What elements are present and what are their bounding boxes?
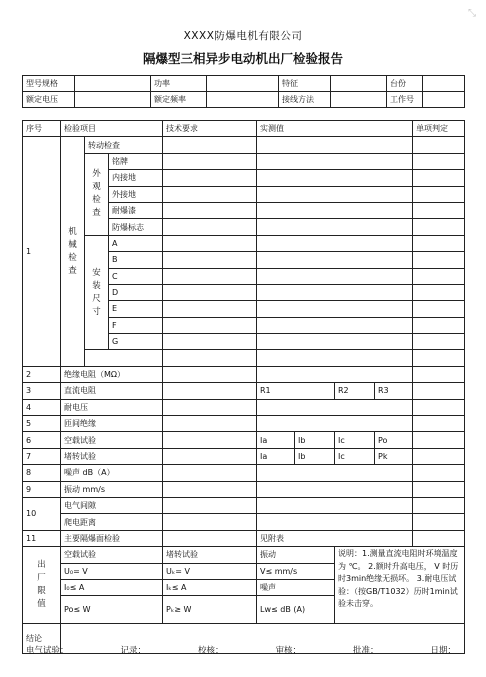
measured-cell[interactable] bbox=[257, 153, 413, 169]
measure-label: Pk bbox=[375, 448, 413, 464]
limit-head: 堵转试验 bbox=[163, 547, 257, 563]
measured-cell[interactable] bbox=[257, 481, 413, 497]
table-row bbox=[23, 399, 465, 415]
measured-cell[interactable] bbox=[257, 514, 413, 530]
requirement-cell[interactable] bbox=[163, 235, 257, 251]
item-label: 绝缘电阻（MΩ） bbox=[61, 366, 163, 382]
sub-item-label: 铭牌 bbox=[109, 153, 163, 169]
requirement-cell[interactable] bbox=[163, 252, 257, 268]
info-label: 特征 bbox=[279, 76, 331, 92]
footer-check: 校核： bbox=[197, 646, 224, 656]
table-row bbox=[23, 530, 465, 546]
info-label: 工作号 bbox=[387, 92, 423, 108]
dim-label: B bbox=[109, 252, 163, 268]
footer-approve: 批准： bbox=[352, 646, 379, 656]
footer-record: 记录： bbox=[120, 646, 146, 656]
measured-cell[interactable] bbox=[257, 186, 413, 202]
company-name: XXXX防爆电机有限公司 bbox=[183, 30, 303, 42]
judgement-cell[interactable] bbox=[413, 153, 465, 169]
item-label: 电气间隙 bbox=[61, 497, 163, 513]
table-row bbox=[23, 153, 465, 169]
col-header-judgement: 单项判定 bbox=[413, 121, 465, 137]
info-table bbox=[22, 75, 465, 108]
header-row bbox=[23, 121, 465, 137]
dim-label: F bbox=[109, 317, 163, 333]
judgement-cell[interactable] bbox=[413, 416, 465, 432]
dim-label: C bbox=[109, 268, 163, 284]
factory-note: 说明：1.测量直流电阻时环境温度为 ℃。 2.额时升高电压， V 时历时3min绝缘无损坏。 3.耐电压试验：（按GB/T1032）历时1min试验未击穿。 bbox=[335, 547, 465, 624]
judgement-cell[interactable] bbox=[413, 530, 465, 546]
judgement-cell[interactable] bbox=[413, 186, 465, 202]
judgement-cell[interactable] bbox=[413, 366, 465, 382]
requirement-cell[interactable] bbox=[163, 301, 257, 317]
footer-electrical-test: 电气试验： bbox=[26, 646, 69, 656]
signature-footer bbox=[26, 644, 456, 656]
dims-label: 安装尺寸 bbox=[92, 267, 101, 317]
col-header-item: 检验项目 bbox=[61, 121, 163, 137]
measured-cell[interactable] bbox=[257, 317, 413, 333]
sub-item-label: 外接地 bbox=[109, 186, 163, 202]
judgement-cell[interactable] bbox=[413, 350, 465, 366]
info-row bbox=[23, 92, 465, 108]
table-row bbox=[23, 547, 465, 563]
table-row bbox=[23, 497, 465, 513]
measured-cell[interactable] bbox=[257, 350, 413, 366]
requirement-cell[interactable] bbox=[163, 481, 257, 497]
dim-label: D bbox=[109, 284, 163, 300]
measured-cell[interactable] bbox=[257, 252, 413, 268]
measure-label: Ic bbox=[335, 432, 375, 448]
requirement-cell[interactable] bbox=[163, 383, 257, 399]
judgement-cell[interactable] bbox=[413, 284, 465, 300]
judgement-cell[interactable] bbox=[413, 448, 465, 464]
row-number: 10 bbox=[23, 497, 61, 530]
limit-value[interactable]: 噪声 bbox=[257, 579, 335, 595]
judgement-cell[interactable] bbox=[413, 399, 465, 415]
row-number: 7 bbox=[23, 448, 61, 464]
info-value[interactable] bbox=[423, 76, 465, 92]
info-label: 型号规格 bbox=[23, 76, 75, 92]
measured-cell[interactable] bbox=[257, 301, 413, 317]
item-label: 主要隔爆面检验 bbox=[61, 530, 163, 546]
table-row bbox=[23, 514, 465, 530]
judgement-cell[interactable] bbox=[413, 301, 465, 317]
conclusion-label: 结论 bbox=[23, 624, 61, 654]
info-value[interactable] bbox=[331, 92, 387, 108]
measure-label: Ic bbox=[335, 448, 375, 464]
table-row bbox=[23, 416, 465, 432]
requirement-cell[interactable] bbox=[163, 334, 257, 350]
judgement-cell[interactable] bbox=[413, 235, 465, 251]
col-header-no: 序号 bbox=[23, 121, 61, 137]
limit-value[interactable]: Uₖ= V bbox=[163, 563, 257, 579]
judgement-cell[interactable] bbox=[413, 219, 465, 235]
requirement-cell[interactable] bbox=[163, 170, 257, 186]
judgement-cell[interactable] bbox=[413, 514, 465, 530]
requirement-cell[interactable] bbox=[163, 448, 257, 464]
mech-check-cell bbox=[61, 137, 85, 366]
item-label: 匝间绝缘 bbox=[61, 416, 163, 432]
info-label: 台份 bbox=[387, 76, 423, 92]
judgement-cell[interactable] bbox=[413, 383, 465, 399]
measure-label: R3 bbox=[375, 383, 413, 399]
judgement-cell[interactable] bbox=[413, 202, 465, 218]
requirement-cell[interactable] bbox=[163, 317, 257, 333]
table-row bbox=[23, 383, 465, 399]
measured-cell[interactable] bbox=[257, 399, 413, 415]
info-value[interactable] bbox=[75, 92, 151, 108]
limit-head: 空载试验 bbox=[61, 547, 163, 563]
requirement-cell[interactable] bbox=[163, 514, 257, 530]
dim-label: A bbox=[109, 235, 163, 251]
footer-review: 审核： bbox=[275, 646, 301, 656]
row-number: 2 bbox=[23, 366, 61, 382]
dim-label: E bbox=[109, 301, 163, 317]
row-number: 4 bbox=[23, 399, 61, 415]
rotation-check-label: 转动检查 bbox=[85, 137, 163, 153]
dims-cell bbox=[85, 235, 109, 350]
requirement-cell[interactable] bbox=[163, 202, 257, 218]
appearance-label: 外观检查 bbox=[92, 169, 101, 219]
row-number: 11 bbox=[23, 530, 61, 546]
table-row bbox=[23, 481, 465, 497]
item-label: 耐电压 bbox=[61, 399, 163, 415]
limit-head: 振动 bbox=[257, 547, 335, 563]
requirement-cell[interactable] bbox=[163, 530, 257, 546]
judgement-cell[interactable] bbox=[413, 334, 465, 350]
table-row bbox=[23, 137, 465, 153]
measured-cell[interactable] bbox=[257, 268, 413, 284]
requirement-cell[interactable] bbox=[163, 416, 257, 432]
footer-date: 日期： bbox=[430, 646, 456, 656]
measured-cell[interactable] bbox=[257, 334, 413, 350]
table-row bbox=[23, 432, 465, 448]
requirement-cell[interactable] bbox=[163, 153, 257, 169]
measured-cell[interactable] bbox=[257, 137, 413, 153]
measure-label: Ia bbox=[257, 432, 295, 448]
measured-cell[interactable] bbox=[257, 465, 413, 481]
row-number: 9 bbox=[23, 481, 61, 497]
judgement-cell[interactable] bbox=[413, 252, 465, 268]
requirement-cell[interactable] bbox=[163, 268, 257, 284]
info-row bbox=[23, 76, 465, 92]
limit-value[interactable]: Pₖ≥ W bbox=[163, 596, 257, 624]
info-label: 额定频率 bbox=[151, 92, 207, 108]
measured-value: 见附表 bbox=[257, 530, 413, 546]
row-number: 1 bbox=[23, 137, 61, 366]
measured-cell[interactable] bbox=[257, 219, 413, 235]
judgement-cell[interactable] bbox=[413, 432, 465, 448]
measured-cell[interactable] bbox=[257, 170, 413, 186]
item-label: 噪声 dB（A） bbox=[61, 465, 163, 481]
measure-label: Po bbox=[375, 432, 413, 448]
judgement-cell[interactable] bbox=[413, 317, 465, 333]
col-header-requirement: 技术要求 bbox=[163, 121, 257, 137]
table-row bbox=[23, 366, 465, 382]
measured-cell[interactable] bbox=[257, 416, 413, 432]
row-number: 5 bbox=[23, 416, 61, 432]
requirement-cell[interactable] bbox=[163, 366, 257, 382]
info-label: 接线方法 bbox=[279, 92, 331, 108]
sub-item-label: 内接地 bbox=[109, 170, 163, 186]
inspection-table bbox=[22, 120, 465, 654]
factory-limit-label: 出厂限值 bbox=[37, 560, 46, 610]
table-row bbox=[23, 235, 465, 251]
table-row bbox=[23, 350, 465, 366]
info-label: 额定电压 bbox=[23, 92, 75, 108]
limit-value[interactable]: Iₖ≤ A bbox=[163, 579, 257, 595]
measure-label: Ib bbox=[295, 432, 335, 448]
table-row bbox=[23, 465, 465, 481]
requirement-cell[interactable] bbox=[163, 465, 257, 481]
info-value[interactable] bbox=[423, 92, 465, 108]
dim-label: G bbox=[109, 334, 163, 350]
item-label: 振动 mm/s bbox=[61, 481, 163, 497]
judgement-cell[interactable] bbox=[413, 170, 465, 186]
limit-value[interactable]: V≤ mm/s bbox=[257, 563, 335, 579]
measure-label: Ib bbox=[295, 448, 335, 464]
requirement-cell[interactable] bbox=[163, 284, 257, 300]
info-value[interactable] bbox=[207, 92, 279, 108]
limit-value[interactable]: Po≤ W bbox=[61, 596, 163, 624]
table-row bbox=[23, 448, 465, 464]
info-label: 功率 bbox=[151, 76, 207, 92]
judgement-cell[interactable] bbox=[413, 268, 465, 284]
judgement-cell[interactable] bbox=[413, 497, 465, 513]
item-label: 直流电阻 bbox=[61, 383, 163, 399]
row-number: 6 bbox=[23, 432, 61, 448]
appearance-cell bbox=[85, 153, 109, 235]
item-label: 爬电距离 bbox=[61, 514, 163, 530]
row-number: 8 bbox=[23, 465, 61, 481]
judgement-cell[interactable] bbox=[413, 481, 465, 497]
limit-value[interactable]: U₀= V bbox=[61, 563, 163, 579]
measured-cell[interactable] bbox=[257, 284, 413, 300]
factory-limit-cell bbox=[23, 547, 61, 624]
requirement-cell[interactable] bbox=[163, 219, 257, 235]
measure-label: R2 bbox=[335, 383, 375, 399]
info-value[interactable] bbox=[331, 76, 387, 92]
item-label: 空载试验 bbox=[61, 432, 163, 448]
measured-cell[interactable] bbox=[257, 202, 413, 218]
requirement-cell[interactable] bbox=[163, 497, 257, 513]
measure-label: Ia bbox=[257, 448, 295, 464]
info-value[interactable] bbox=[75, 76, 151, 92]
expand-icon[interactable]: ⤡ bbox=[468, 8, 476, 19]
row-number: 3 bbox=[23, 383, 61, 399]
limit-value[interactable]: Lw≤ dB (A) bbox=[257, 596, 335, 624]
item-label: 堵转试验 bbox=[61, 448, 163, 464]
measure-label: R1 bbox=[257, 383, 335, 399]
sub-item-label: 耐爆漆 bbox=[109, 202, 163, 218]
document-title: 隔爆型三相异步电动机出厂检验报告 bbox=[142, 51, 343, 66]
requirement-cell[interactable] bbox=[163, 399, 257, 415]
col-header-measured: 实测值 bbox=[257, 121, 413, 137]
measured-cell[interactable] bbox=[257, 235, 413, 251]
info-value[interactable] bbox=[207, 76, 279, 92]
requirement-cell[interactable] bbox=[163, 186, 257, 202]
requirement-cell[interactable] bbox=[163, 432, 257, 448]
blank-item bbox=[85, 350, 163, 366]
judgement-cell[interactable] bbox=[413, 137, 465, 153]
limit-value[interactable]: I₀≤ A bbox=[61, 579, 163, 595]
mech-check-label: 机械检查 bbox=[68, 226, 77, 276]
measured-cell[interactable] bbox=[257, 497, 413, 513]
requirement-cell[interactable] bbox=[163, 350, 257, 366]
sub-item-label: 防爆标志 bbox=[109, 219, 163, 235]
measured-cell[interactable] bbox=[257, 366, 413, 382]
requirement-cell[interactable] bbox=[163, 137, 257, 153]
judgement-cell[interactable] bbox=[413, 465, 465, 481]
